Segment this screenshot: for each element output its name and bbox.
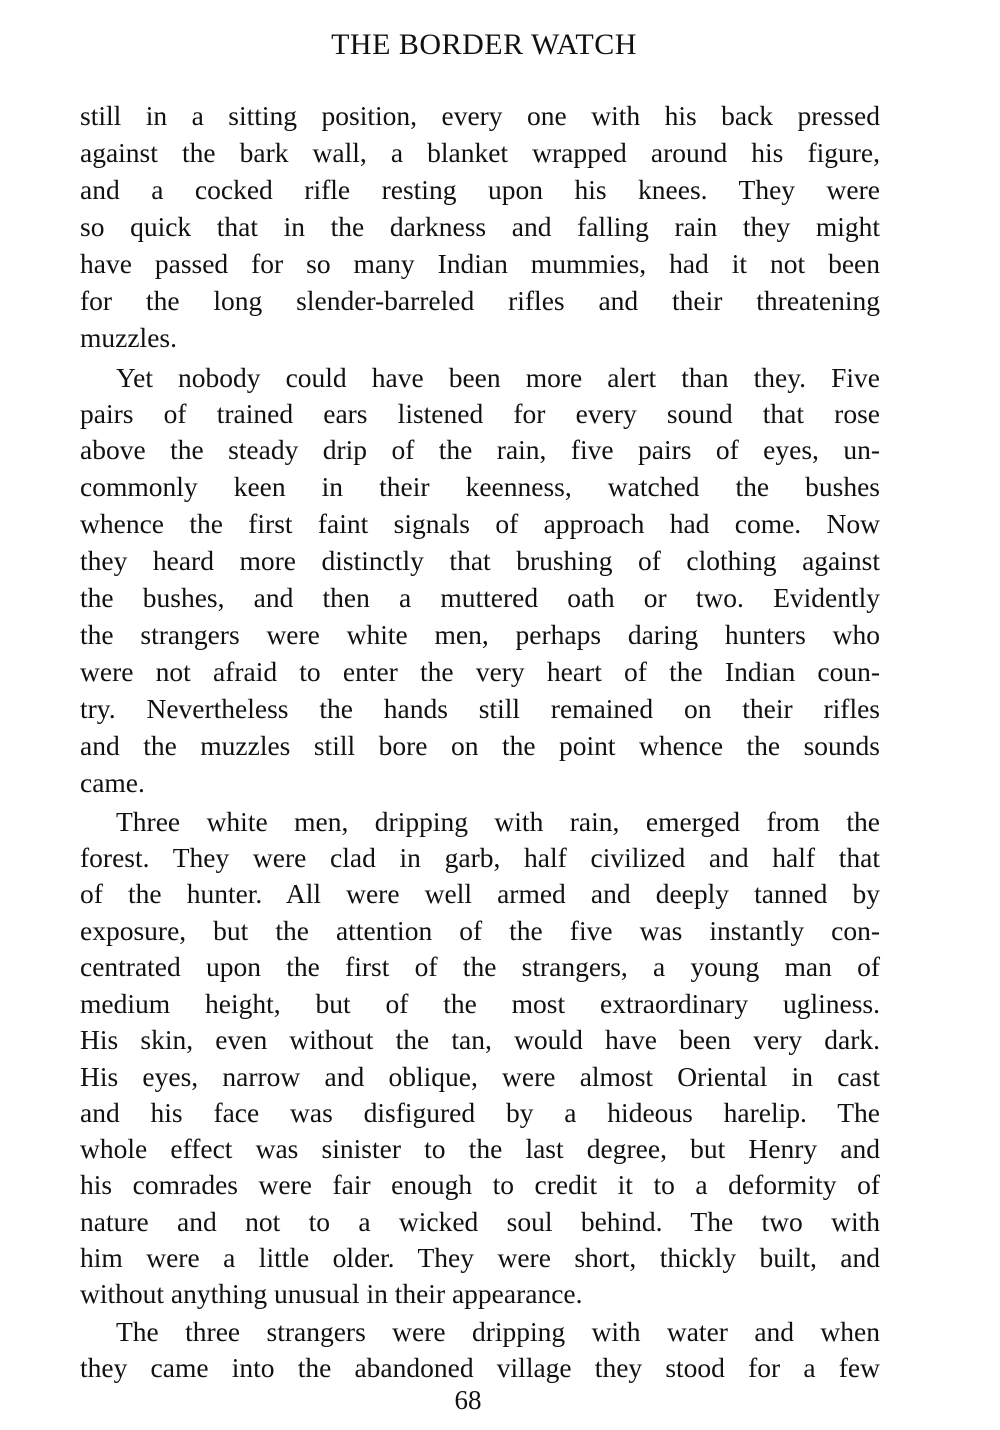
page-number: 68 — [454, 1385, 482, 1415]
text-line: they heard more distinctly that brushing of clothing against — [80, 545, 880, 576]
text-line: pairs of trained ears listened for every sound that rose — [80, 398, 880, 429]
text-line: of the hunter. All were well armed and deeply tanned by — [80, 878, 880, 909]
text-line: they came into the abandoned village they stood for a few — [80, 1352, 880, 1383]
text-line: were not afraid to enter the very heart of the Indian coun- — [80, 656, 880, 687]
text-line: and a cocked rifle resting upon his knees. They were — [80, 174, 880, 205]
text-line: came. — [80, 767, 145, 798]
text-line: above the steady drip of the rain, five pairs of eyes, un- — [80, 434, 880, 465]
text-line: Yet nobody could have been more alert than they. Five — [116, 362, 880, 393]
text-line: His skin, even without the tan, would have been very dark. — [80, 1024, 880, 1055]
text-line: his comrades were fair enough to credit it to a deformity of — [80, 1169, 880, 1200]
text-line: the strangers were white men, perhaps daring hunters who — [80, 619, 880, 650]
text-line: His eyes, narrow and oblique, were almost Oriental in cast — [80, 1061, 880, 1092]
text-line: for the long slender-barreled rifles and their threatening — [80, 285, 880, 316]
text-line: the bushes, and then a muttered oath or two. Evidently — [80, 582, 880, 613]
text-line: without anything unusual in their appearance. — [80, 1278, 583, 1309]
text-line: nature and not to a wicked soul behind. The two with — [80, 1206, 880, 1237]
text-line: have passed for so many Indian mummies, had it not been — [80, 248, 880, 279]
text-line: whence the first faint signals of approach had come. Now — [80, 508, 880, 539]
text-line: so quick that in the darkness and falling rain they might — [80, 211, 880, 242]
text-line: against the bark wall, a blanket wrapped around his figure, — [80, 137, 880, 168]
text-line: and the muzzles still bore on the point whence the sounds — [80, 730, 880, 761]
text-line: still in a sitting position, every one with his back pressed — [80, 100, 880, 131]
text-line: Three white men, dripping with rain, emerged from the — [116, 806, 880, 837]
text-line: try. Nevertheless the hands still remained on their rifles — [80, 693, 880, 724]
text-line: commonly keen in their keenness, watched the bushes — [80, 471, 880, 502]
running-head: THE BORDER WATCH — [331, 28, 637, 61]
text-line: and his face was disfigured by a hideous harelip. The — [80, 1097, 880, 1128]
text-line: him were a little older. They were short, thickly built, and — [80, 1242, 880, 1273]
text-line: centrated upon the first of the strangers, a young man of — [80, 951, 880, 982]
text-line: medium height, but of the most extraordinary ugliness. — [80, 988, 880, 1019]
text-line: forest. They were clad in garb, half civilized and half that — [80, 842, 880, 873]
text-line: exposure, but the attention of the five was instantly con- — [80, 915, 880, 946]
text-line: muzzles. — [80, 322, 177, 353]
text-line: whole effect was sinister to the last degree, but Henry and — [80, 1133, 880, 1164]
text-line: The three strangers were dripping with water and when — [116, 1316, 880, 1347]
